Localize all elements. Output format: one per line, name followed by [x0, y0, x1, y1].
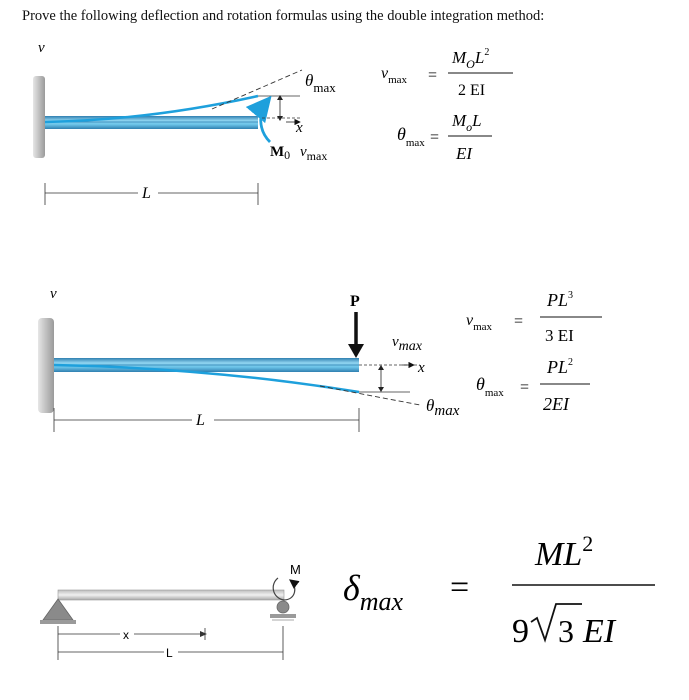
fig1-formula-vmax [381, 47, 513, 99]
svg-text:vmax: $v_{max}$ [466, 312, 493, 333]
svg-text:MOL2: $M_OL^2$ [452, 47, 490, 71]
svg-text:PL2: $PL^2$ [547, 357, 574, 377]
fig2-formula-theta-max [476, 357, 590, 414]
svg-text:MoL: $M_oL$ [452, 111, 482, 134]
svg-text:vmax: $v_{max}$ [381, 65, 408, 86]
fig3-moment-label: M [290, 562, 301, 577]
fig3-beam [58, 590, 284, 600]
fig2-load-label: P [350, 293, 360, 310]
fig1-wall [33, 76, 45, 158]
fig2-length-label: L [196, 412, 205, 429]
svg-text:9: 9 [512, 613, 529, 650]
svg-text:=: = [430, 129, 440, 146]
svg-text:=: = [450, 569, 470, 606]
figure-3-simply-supported-moment [40, 531, 655, 660]
svg-text:3: 3 [558, 613, 574, 649]
figure-1-cantilever-moment [33, 40, 513, 205]
svg-text:θmax: $\theta_{max}$ [476, 374, 504, 399]
svg-text:EI: EI [456, 144, 473, 163]
figure-2-cantilever-point-load [38, 286, 602, 432]
fig1-theta-max-label: $\theta_{max}$ [305, 71, 336, 95]
svg-text:ML2: $ML^2$ [535, 531, 594, 573]
svg-text:PL3: $PL^3$ [547, 290, 574, 310]
svg-text:EI: EI [583, 613, 616, 650]
fig3-length-label: L [166, 646, 173, 660]
svg-text:3 EI: 3 EI [545, 326, 574, 345]
svg-text:=: = [514, 313, 524, 330]
fig3-formula-delta-max [343, 531, 655, 650]
fig1-vmax-label: $v_{max}$ [300, 144, 328, 163]
fig1-formula-theta-max [397, 111, 492, 163]
svg-text:θmax: $\theta_{max}$ [397, 124, 425, 149]
fig3-roller-support [277, 601, 289, 613]
fig1-x-label: x [296, 120, 303, 136]
svg-text:2 EI: 2 EI [458, 82, 486, 99]
fig2-axis-v-label: v [50, 286, 57, 302]
fig1-axis-v-label: v [38, 40, 45, 56]
svg-text:=: = [520, 379, 530, 396]
fig1-length-label: L [142, 185, 151, 202]
fig2-formula-vmax [466, 290, 602, 345]
fig2-vmax-label: vmax [392, 334, 422, 354]
svg-text:=: = [428, 67, 438, 84]
fig3-x-label: x [123, 628, 129, 642]
fig2-theta-max-label: θmax [426, 396, 460, 419]
fig1-beam [45, 116, 258, 129]
svg-text:δmax: $\delta_{max}$ [343, 568, 404, 616]
fig1-moment-arrow [261, 100, 270, 142]
fig1-moment-label: $M_0$ [270, 144, 291, 162]
fig2-x-label: x [418, 360, 425, 376]
fig3-pin-support [43, 599, 73, 620]
svg-text:2EI: 2EI [543, 394, 569, 414]
problem-prompt: Prove the following deflection and rotation formulas using the double integration method: [22, 8, 545, 24]
fig2-wall [38, 318, 54, 413]
